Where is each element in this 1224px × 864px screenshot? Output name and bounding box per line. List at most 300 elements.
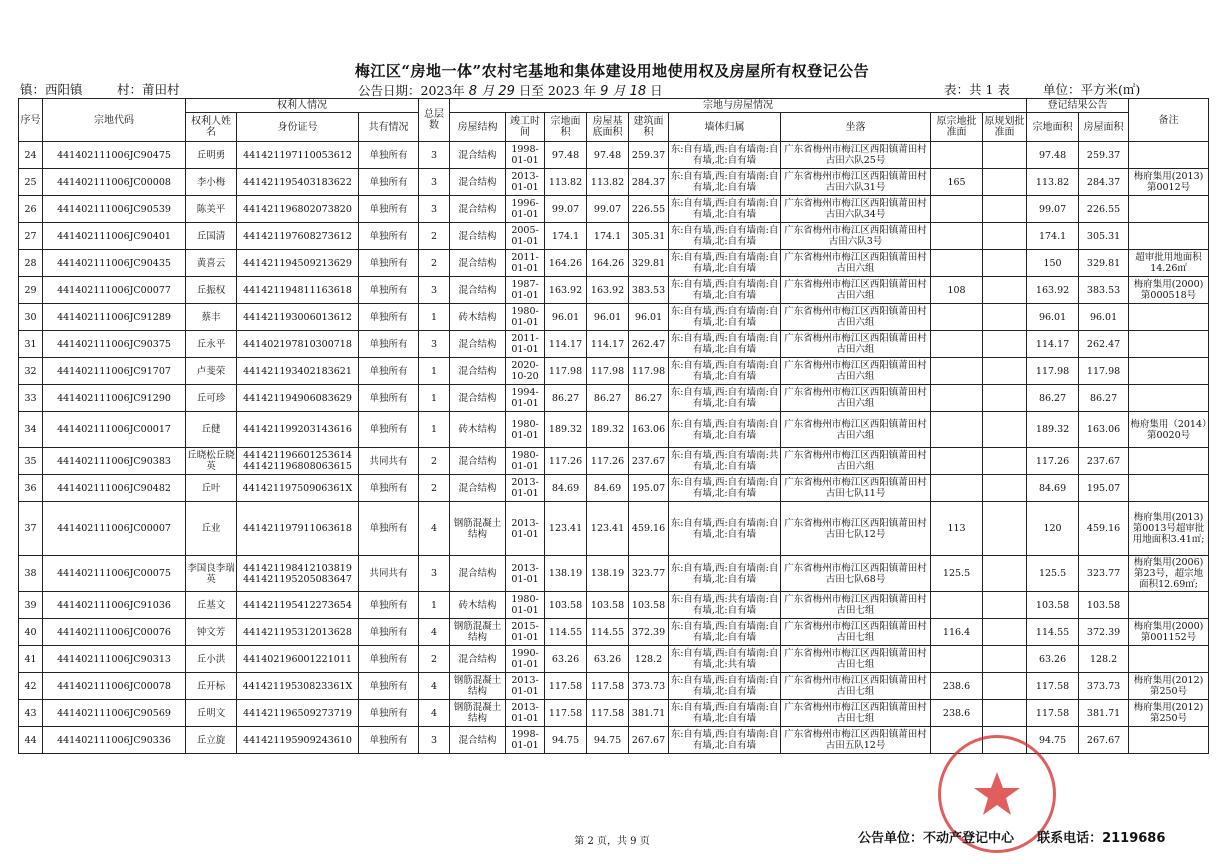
orig-plan-cell xyxy=(983,169,1027,196)
base-area-cell: 117.26 xyxy=(587,448,629,475)
seq-cell: 35 xyxy=(19,448,43,475)
share-cell: 单独所有 xyxy=(359,502,419,556)
floors-cell: 3 xyxy=(419,331,450,358)
table-row xyxy=(19,727,1209,754)
share-cell: 单独所有 xyxy=(359,412,419,448)
build-area-cell: 459.16 xyxy=(629,502,669,556)
base-area-cell: 164.26 xyxy=(587,250,629,277)
land-area-cell: 174.1 xyxy=(545,223,587,250)
structure-cell: 混合结构 xyxy=(450,727,506,754)
parcel-code-cell: 441402111006JC90336 xyxy=(43,727,186,754)
base-area-cell: 99.07 xyxy=(587,196,629,223)
result-land-cell: 125.5 xyxy=(1027,556,1079,592)
structure-cell: 钢筋混凝土结构 xyxy=(450,502,506,556)
build-area-cell: 267.67 xyxy=(629,727,669,754)
orig-approved-cell xyxy=(931,304,983,331)
wall-cell: 东:自有墙,西:自有墙南:自有墙,北:自有墙 xyxy=(669,169,781,196)
seq-cell: 43 xyxy=(19,700,43,727)
structure-cell: 砖木结构 xyxy=(450,304,506,331)
wall-cell: 东:自有墙,西:自有墙南:自有墙,北:自有墙 xyxy=(669,475,781,502)
orig-plan-cell xyxy=(983,673,1027,700)
build-area-cell: 163.06 xyxy=(629,412,669,448)
orig-approved-cell xyxy=(931,223,983,250)
structure-cell: 混合结构 xyxy=(450,448,506,475)
location-cell: 广东省梅州市梅江区西阳镇莆田村古田六队31号 xyxy=(781,169,931,196)
floors-cell: 4 xyxy=(419,502,450,556)
completed-cell: 2013-01-01 xyxy=(506,673,545,700)
note-cell: 梅府集用(2000)第000518号 xyxy=(1129,277,1209,304)
registration-table xyxy=(18,98,1209,754)
orig-approved-cell: 238.6 xyxy=(931,700,983,727)
wall-cell: 东:自有墙,西:自有墙南:自有墙,北:自有墙 xyxy=(669,412,781,448)
table-row xyxy=(19,412,1209,448)
land-area-cell: 99.07 xyxy=(545,196,587,223)
orig-plan-cell xyxy=(983,448,1027,475)
table-row xyxy=(19,331,1209,358)
header-share: 共有情况 xyxy=(359,113,419,142)
build-area-cell: 117.98 xyxy=(629,358,669,385)
result-land-cell: 117.98 xyxy=(1027,358,1079,385)
completed-cell: 1996-01-01 xyxy=(506,196,545,223)
build-area-cell: 262.47 xyxy=(629,331,669,358)
note-cell: 梅府集用(2012)第250号 xyxy=(1129,673,1209,700)
build-area-cell: 96.01 xyxy=(629,304,669,331)
land-area-cell: 138.19 xyxy=(545,556,587,592)
base-area-cell: 189.32 xyxy=(587,412,629,448)
orig-approved-cell xyxy=(931,646,983,673)
land-area-cell: 117.26 xyxy=(545,448,587,475)
wall-cell: 东:自有墙,西:自有墙南:自有墙,北:自有墙 xyxy=(669,223,781,250)
table-row xyxy=(19,646,1209,673)
result-house-cell: 237.67 xyxy=(1079,448,1129,475)
result-land-cell: 63.26 xyxy=(1027,646,1079,673)
header-wall: 墙体归属 xyxy=(669,113,781,142)
result-land-cell: 189.32 xyxy=(1027,412,1079,448)
result-land-cell: 94.75 xyxy=(1027,727,1079,754)
location-cell: 广东省梅州市梅江区西阳镇莆田村古田六组 xyxy=(781,385,931,412)
share-cell: 单独所有 xyxy=(359,223,419,250)
result-house-cell: 373.73 xyxy=(1079,673,1129,700)
note-cell xyxy=(1129,331,1209,358)
build-area-cell: 305.31 xyxy=(629,223,669,250)
orig-plan-cell xyxy=(983,250,1027,277)
result-house-cell: 262.47 xyxy=(1079,331,1129,358)
wall-cell: 东:自有墙,西:自有墙南:自有墙,北:共有墙 xyxy=(669,646,781,673)
share-cell: 单独所有 xyxy=(359,331,419,358)
floors-cell: 2 xyxy=(419,475,450,502)
seq-cell: 29 xyxy=(19,277,43,304)
share-cell: 单独所有 xyxy=(359,646,419,673)
date-prefix: 公告日期：2023年 xyxy=(358,83,465,98)
holder-name-cell: 丘业 xyxy=(186,502,237,556)
note-cell: 梅府集用(2013)第0013号超审批用地面积3.41㎡; xyxy=(1129,502,1209,556)
orig-approved-cell xyxy=(931,592,983,619)
floors-cell: 1 xyxy=(419,304,450,331)
result-land-cell: 174.1 xyxy=(1027,223,1079,250)
parcel-code-cell: 441402111006JC90375 xyxy=(43,331,186,358)
floors-cell: 4 xyxy=(419,700,450,727)
wall-cell: 东:自有墙,西:自有墙南:自有墙,北:自有墙 xyxy=(669,304,781,331)
table-row xyxy=(19,277,1209,304)
header-parcel-code: 宗地代码 xyxy=(43,99,186,142)
land-area-cell: 86.27 xyxy=(545,385,587,412)
header-seq: 序号 xyxy=(19,99,43,142)
note-cell: 梅府集用(2013)第0012号 xyxy=(1129,169,1209,196)
build-area-cell: 323.77 xyxy=(629,556,669,592)
header-location: 坐落 xyxy=(781,113,931,142)
id-number-cell: 44142119750906361X xyxy=(237,475,359,502)
table-count: 表：共 1 表 xyxy=(944,82,1010,97)
wall-cell: 东:自有墙,西:自有墙南:自有墙,北:自有墙 xyxy=(669,277,781,304)
id-number-cell: 441421195909243610 xyxy=(237,727,359,754)
orig-approved-cell xyxy=(931,196,983,223)
floors-cell: 3 xyxy=(419,169,450,196)
orig-plan-cell xyxy=(983,277,1027,304)
page-title: 梅江区“房地一体”农村宅基地和集体建设用地使用权及房屋所有权登记公告 xyxy=(354,62,870,80)
parcel-code-cell: 441402111006JC90475 xyxy=(43,142,186,169)
holder-name-cell: 丘晓松丘晓英 xyxy=(186,448,237,475)
header-land-group: 宗地与房屋情况 xyxy=(450,99,1027,113)
completed-cell: 2020-10-20 xyxy=(506,358,545,385)
parcel-code-cell: 441402111006JC90539 xyxy=(43,196,186,223)
result-house-cell: 195.07 xyxy=(1079,475,1129,502)
structure-cell: 混合结构 xyxy=(450,250,506,277)
result-house-cell: 96.01 xyxy=(1079,304,1129,331)
header-result-group: 登记结果公告 xyxy=(1027,99,1129,113)
floors-cell: 3 xyxy=(419,277,450,304)
parcel-code-cell: 441402111006JC00076 xyxy=(43,619,186,646)
result-house-cell: 372.39 xyxy=(1079,619,1129,646)
base-area-cell: 94.75 xyxy=(587,727,629,754)
structure-cell: 砖木结构 xyxy=(450,412,506,448)
seq-cell: 42 xyxy=(19,673,43,700)
id-number-cell: 441421194509213629 xyxy=(237,250,359,277)
share-cell: 单独所有 xyxy=(359,727,419,754)
result-house-cell: 383.53 xyxy=(1079,277,1129,304)
holder-name-cell: 李小梅 xyxy=(186,169,237,196)
header-build-area: 建筑面积 xyxy=(629,113,669,142)
table-row xyxy=(19,385,1209,412)
completed-cell: 2013-01-01 xyxy=(506,169,545,196)
seq-cell: 44 xyxy=(19,727,43,754)
location-cell: 广东省梅州市梅江区西阳镇莆田村古田六组 xyxy=(781,448,931,475)
result-house-cell: 128.2 xyxy=(1079,646,1129,673)
land-area-cell: 103.58 xyxy=(545,592,587,619)
result-land-cell: 113.82 xyxy=(1027,169,1079,196)
location-cell: 广东省梅州市梅江区西阳镇莆田村古田六队25号 xyxy=(781,142,931,169)
page-number: 第 2 页，共 9 页 xyxy=(574,836,650,847)
table-row xyxy=(19,475,1209,502)
table-body xyxy=(19,142,1209,754)
result-house-cell: 226.55 xyxy=(1079,196,1129,223)
wall-cell: 东:自有墙,西:自有墙南:自有墙,北:自有墙 xyxy=(669,142,781,169)
result-land-cell: 120 xyxy=(1027,502,1079,556)
orig-plan-cell xyxy=(983,196,1027,223)
parcel-code-cell: 441402111006JC00007 xyxy=(43,502,186,556)
share-cell: 单独所有 xyxy=(359,619,419,646)
holder-name-cell: 丘小洪 xyxy=(186,646,237,673)
floors-cell: 3 xyxy=(419,142,450,169)
holder-name-cell: 卢斐荣 xyxy=(186,358,237,385)
location-cell: 广东省梅州市梅江区西阳镇莆田村古田七组 xyxy=(781,592,931,619)
parcel-code-cell: 441402111006JC91707 xyxy=(43,358,186,385)
land-area-cell: 96.01 xyxy=(545,304,587,331)
note-cell xyxy=(1129,448,1209,475)
id-number-cell: 441421194906083629 xyxy=(237,385,359,412)
structure-cell: 混合结构 xyxy=(450,358,506,385)
share-cell: 单独所有 xyxy=(359,196,419,223)
holder-name-cell: 丘基文 xyxy=(186,592,237,619)
share-cell: 共同共有 xyxy=(359,448,419,475)
result-land-cell: 163.92 xyxy=(1027,277,1079,304)
seq-cell: 26 xyxy=(19,196,43,223)
table-row xyxy=(19,502,1209,556)
village-label: 村：莆田村 xyxy=(117,82,180,97)
seq-cell: 37 xyxy=(19,502,43,556)
build-area-cell: 195.07 xyxy=(629,475,669,502)
land-area-cell: 114.17 xyxy=(545,331,587,358)
completed-cell: 1994-01-01 xyxy=(506,385,545,412)
base-area-cell: 138.19 xyxy=(587,556,629,592)
note-cell xyxy=(1129,223,1209,250)
base-area-cell: 97.48 xyxy=(587,142,629,169)
note-cell: 梅府集用(2000)第001152号 xyxy=(1129,619,1209,646)
orig-approved-cell xyxy=(931,385,983,412)
holder-name-cell: 丘国清 xyxy=(186,223,237,250)
result-land-cell: 117.58 xyxy=(1027,673,1079,700)
share-cell: 单独所有 xyxy=(359,169,419,196)
base-area-cell: 113.82 xyxy=(587,169,629,196)
land-area-cell: 84.69 xyxy=(545,475,587,502)
seq-cell: 25 xyxy=(19,169,43,196)
id-number-cell: 441421196509273719 xyxy=(237,700,359,727)
completed-cell: 2013-01-01 xyxy=(506,556,545,592)
seq-cell: 24 xyxy=(19,142,43,169)
seq-cell: 40 xyxy=(19,619,43,646)
base-area-cell: 174.1 xyxy=(587,223,629,250)
location-cell: 广东省梅州市梅江区西阳镇莆田村古田六队3号 xyxy=(781,223,931,250)
note-cell: 梅府集用(2006)第23号，超宗地面积12.69㎡; xyxy=(1129,556,1209,592)
orig-plan-cell xyxy=(983,556,1027,592)
seq-cell: 34 xyxy=(19,412,43,448)
completed-cell: 2013-01-01 xyxy=(506,700,545,727)
floors-cell: 1 xyxy=(419,358,450,385)
holder-name-cell: 丘明文 xyxy=(186,700,237,727)
result-land-cell: 117.58 xyxy=(1027,700,1079,727)
result-house-cell: 381.71 xyxy=(1079,700,1129,727)
town-label: 镇：西阳镇 xyxy=(20,82,83,97)
orig-plan-cell xyxy=(983,502,1027,556)
table-row xyxy=(19,223,1209,250)
holder-name-cell: 丘永平 xyxy=(186,331,237,358)
table-row xyxy=(19,142,1209,169)
orig-approved-cell: 165 xyxy=(931,169,983,196)
table-row xyxy=(19,448,1209,475)
floors-cell: 2 xyxy=(419,223,450,250)
seq-cell: 27 xyxy=(19,223,43,250)
completed-cell: 1980-01-01 xyxy=(506,592,545,619)
seq-cell: 28 xyxy=(19,250,43,277)
orig-plan-cell xyxy=(983,700,1027,727)
parcel-code-cell: 441402111006JC91290 xyxy=(43,385,186,412)
orig-approved-cell: 113 xyxy=(931,502,983,556)
id-number-cell: 441421195412273654 xyxy=(237,592,359,619)
holder-name-cell: 丘健 xyxy=(186,412,237,448)
id-number-cell: 441421196601253614 441421196808063615 xyxy=(237,448,359,475)
wall-cell: 东:自有墙,西:自有墙南:自有墙,北:自有墙 xyxy=(669,250,781,277)
note-cell xyxy=(1129,475,1209,502)
floors-cell: 1 xyxy=(419,412,450,448)
wall-cell: 东:自有墙,西:自有墙南:自有墙,北:自有墙 xyxy=(669,700,781,727)
share-cell: 单独所有 xyxy=(359,142,419,169)
table-row xyxy=(19,673,1209,700)
result-house-cell: 259.37 xyxy=(1079,142,1129,169)
floors-cell: 1 xyxy=(419,385,450,412)
seq-cell: 33 xyxy=(19,385,43,412)
orig-approved-cell xyxy=(931,331,983,358)
completed-cell: 2011-01-01 xyxy=(506,331,545,358)
note-cell: 梅府集用（2014）第0020号 xyxy=(1129,412,1209,448)
date-start-handwritten: 8 月 29 xyxy=(468,84,515,99)
completed-cell: 1980-01-01 xyxy=(506,304,545,331)
wall-cell: 东:自有墙,西:自有墙南:共有墙,北:自有墙 xyxy=(669,448,781,475)
share-cell: 单独所有 xyxy=(359,277,419,304)
share-cell: 单独所有 xyxy=(359,304,419,331)
location-cell: 广东省梅州市梅江区西阳镇莆田村古田七队11号 xyxy=(781,475,931,502)
floors-cell: 3 xyxy=(419,556,450,592)
share-cell: 共同共有 xyxy=(359,556,419,592)
id-number-cell: 441421195312013628 xyxy=(237,619,359,646)
completed-cell: 1998-01-01 xyxy=(506,142,545,169)
result-land-cell: 114.55 xyxy=(1027,619,1079,646)
location-cell: 广东省梅州市梅江区西阳镇莆田村古田六组 xyxy=(781,331,931,358)
note-cell xyxy=(1129,646,1209,673)
build-area-cell: 86.27 xyxy=(629,385,669,412)
table-row xyxy=(19,592,1209,619)
result-house-cell: 459.16 xyxy=(1079,502,1129,556)
parcel-code-cell: 441402111006JC90569 xyxy=(43,700,186,727)
header-res-house: 房屋面积 xyxy=(1079,113,1129,142)
result-land-cell: 117.26 xyxy=(1027,448,1079,475)
completed-cell: 2013-01-01 xyxy=(506,502,545,556)
holder-name-cell: 丘可珍 xyxy=(186,385,237,412)
id-number-cell: 441421197110053612 xyxy=(237,142,359,169)
land-area-cell: 164.26 xyxy=(545,250,587,277)
wall-cell: 东:自有墙,西:自有墙南:自有墙,北:自有墙 xyxy=(669,673,781,700)
structure-cell: 混合结构 xyxy=(450,169,506,196)
result-house-cell: 305.31 xyxy=(1079,223,1129,250)
land-area-cell: 113.82 xyxy=(545,169,587,196)
wall-cell: 东:自有墙,西:自有墙南:自有墙,北:自有墙 xyxy=(669,619,781,646)
phone: 联系电话：2119686 xyxy=(1037,831,1166,846)
holder-name-cell: 丘开标 xyxy=(186,673,237,700)
table-row xyxy=(19,304,1209,331)
wall-cell: 东:自有墙,西:自有墙南:自有墙,北:自有墙 xyxy=(669,196,781,223)
result-land-cell: 97.48 xyxy=(1027,142,1079,169)
header-orig-plan: 原规划批准面 xyxy=(983,113,1027,142)
header-holder-group: 权利人情况 xyxy=(186,99,419,113)
note-cell: 梅府集用(2012)第250号 xyxy=(1129,700,1209,727)
orig-plan-cell xyxy=(983,142,1027,169)
completed-cell: 2005-01-01 xyxy=(506,223,545,250)
floors-cell: 4 xyxy=(419,673,450,700)
build-area-cell: 284.37 xyxy=(629,169,669,196)
wall-cell: 东:自有墙,西:自有墙南:自有墙,北:自有墙 xyxy=(669,331,781,358)
result-house-cell: 103.58 xyxy=(1079,592,1129,619)
holder-name-cell: 黄喜云 xyxy=(186,250,237,277)
parcel-code-cell: 441402111006JC91289 xyxy=(43,304,186,331)
wall-cell: 东:自有墙,西:自有墙南:自有墙,北:自有墙 xyxy=(669,385,781,412)
note-cell xyxy=(1129,592,1209,619)
location-cell: 广东省梅州市梅江区西阳镇莆田村古田五队12号 xyxy=(781,727,931,754)
floors-cell: 3 xyxy=(419,196,450,223)
header-land-area: 宗地面积 xyxy=(545,113,587,142)
parcel-code-cell: 441402111006JC00017 xyxy=(43,412,186,448)
id-number-cell: 441421199203143616 xyxy=(237,412,359,448)
result-house-cell: 117.98 xyxy=(1079,358,1129,385)
location-cell: 广东省梅州市梅江区西阳镇莆田村古田七队68号 xyxy=(781,556,931,592)
land-area-cell: 117.58 xyxy=(545,673,587,700)
structure-cell: 混合结构 xyxy=(450,277,506,304)
footer-issuer-contact xyxy=(858,827,1165,846)
result-house-cell: 267.67 xyxy=(1079,727,1129,754)
completed-cell: 1980-01-01 xyxy=(506,448,545,475)
structure-cell: 混合结构 xyxy=(450,196,506,223)
share-cell: 单独所有 xyxy=(359,385,419,412)
id-number-cell: 441421196802073820 xyxy=(237,196,359,223)
result-house-cell: 163.06 xyxy=(1079,412,1129,448)
orig-plan-cell xyxy=(983,358,1027,385)
floors-cell: 2 xyxy=(419,646,450,673)
holder-name-cell: 丘叶 xyxy=(186,475,237,502)
note-cell xyxy=(1129,385,1209,412)
orig-plan-cell xyxy=(983,331,1027,358)
header-note: 备注 xyxy=(1129,99,1209,142)
base-area-cell: 114.55 xyxy=(587,619,629,646)
holder-name-cell: 丘立旋 xyxy=(186,727,237,754)
note-cell: 超审批用地面积14.26㎡ xyxy=(1129,250,1209,277)
holder-name-cell: 陈美平 xyxy=(186,196,237,223)
table-row xyxy=(19,169,1209,196)
header-completed: 竣工时间 xyxy=(506,113,545,142)
share-cell: 单独所有 xyxy=(359,358,419,385)
parcel-code-cell: 441402111006JC90401 xyxy=(43,223,186,250)
parcel-code-cell: 441402111006JC91036 xyxy=(43,592,186,619)
header-floors: 总层数 xyxy=(419,99,450,142)
seq-cell: 30 xyxy=(19,304,43,331)
orig-approved-cell xyxy=(931,727,983,754)
wall-cell: 东:自有墙,西:自有墙南:自有墙,北:自有墙 xyxy=(669,502,781,556)
parcel-code-cell: 441402111006JC90435 xyxy=(43,250,186,277)
orig-approved-cell: 238.6 xyxy=(931,673,983,700)
id-number-cell: 441421193402183621 xyxy=(237,358,359,385)
orig-plan-cell xyxy=(983,646,1027,673)
parcel-code-cell: 441402111006JC90482 xyxy=(43,475,186,502)
table-row xyxy=(19,556,1209,592)
share-cell: 单独所有 xyxy=(359,250,419,277)
location-cell: 广东省梅州市梅江区西阳镇莆田村古田六组 xyxy=(781,250,931,277)
result-land-cell: 84.69 xyxy=(1027,475,1079,502)
issuer: 公告单位：不动产登记中心 xyxy=(858,831,1015,846)
parcel-code-cell: 441402111006JC90313 xyxy=(43,646,186,673)
table-row xyxy=(19,196,1209,223)
base-area-cell: 96.01 xyxy=(587,304,629,331)
orig-plan-cell xyxy=(983,592,1027,619)
orig-approved-cell xyxy=(931,250,983,277)
date-end-handwritten: 9 月 18 xyxy=(600,84,647,99)
location-cell: 广东省梅州市梅江区西阳镇莆田村古田六组 xyxy=(781,412,931,448)
build-area-cell: 259.37 xyxy=(629,142,669,169)
